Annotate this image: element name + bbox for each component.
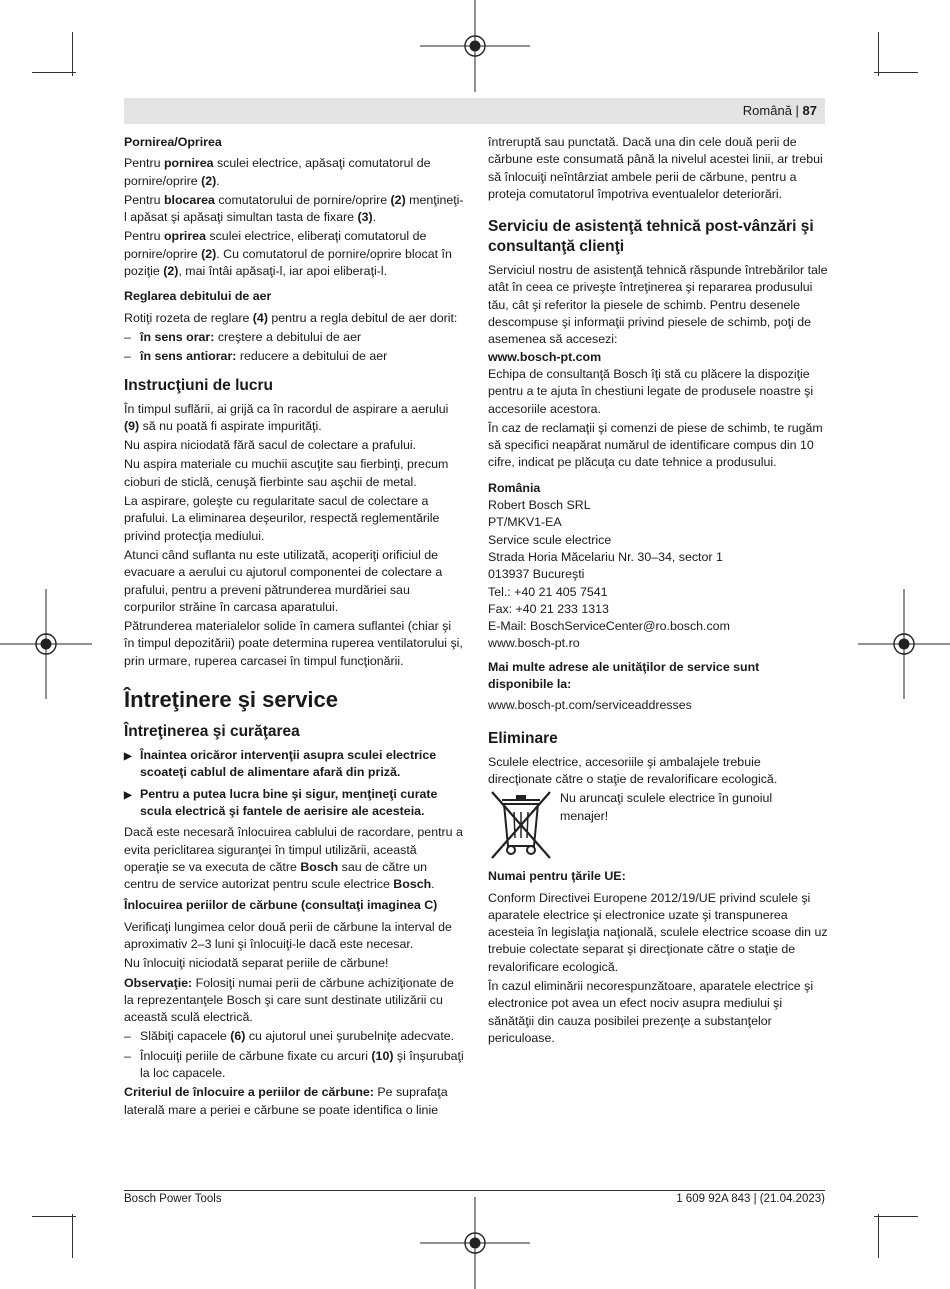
paragraph: Conform Directivei Europene 2012/19/UE privind sculele şi aparatele electrice şi electronice uzate şi transpunerea acesteia în legislaţia naţională, sculele electrice scoase din uz trebuie colectate separat şi direcţionate către o staţie de revalorificare ecologică. (488, 890, 828, 974)
paragraph: Atunci când suflanta nu este utilizată, acoperiţi orificiul de evacuare a aerului cu ajutorul componentei de colectare a prafului, pentru a preveni pătrunderea murdăriei sau corpurilor străine în carcasa aparatului. (124, 547, 443, 614)
list-item: – Înlocuiţi periile de cărbune fixate cu arcuri (10) şi înşurubaţi la loc capacele. (124, 1048, 464, 1083)
left-column (124, 134, 464, 1121)
list-item: – Slăbiţi capacele (6) cu ajutorul unei şurubelniţe adecvate. (124, 1028, 464, 1045)
crop-mark (32, 1216, 76, 1217)
registration-mark-icon (858, 589, 950, 699)
paragraph: Echipa de consultanţă Bosch îţi stă cu plăcere la dispoziţie pentru a te ajuta în chestiuni legate de produsele noastre şi accesoriile acestora. (488, 366, 814, 416)
crop-mark (874, 72, 918, 73)
crop-mark (874, 1216, 918, 1217)
paragraph: Serviciul nostru de asistenţă tehnică răspunde întrebărilor tale atât în ceea ce priveşte întreţinerea şi repararea produsului tău, cât şi referitor la piesele de schimb. Pentru desenele descompuse şi informaţii privind piesele de schimb, poţi de asemenea să accesezi: (488, 263, 828, 347)
paragraph: Criteriul de înlocuire a periilor de cărbune: Pe suprafaţa laterală mare a periei e cărbune se poate identifica o linie (124, 1085, 448, 1117)
footer-divider (124, 1190, 825, 1191)
service-addresses-link[interactable]: www.bosch-pt.com/serviceaddresses (488, 698, 692, 713)
website-link[interactable]: www.bosch-pt.ro (488, 636, 580, 651)
section-heading: Instrucţiuni de lucru (124, 376, 273, 394)
phone-line: Tel.: +40 21 405 7541 (488, 584, 608, 599)
paragraph: Nu aspira niciodată fără sacul de colectare a prafului. (124, 438, 417, 453)
page-header (124, 98, 825, 124)
crop-mark (878, 1214, 879, 1258)
paragraph: Verificaţi lungimea celor două perii de cărbune la interval de aproximativ 2–3 luni şi înlocuiţi-le dacă este necesar. (124, 919, 452, 951)
address-line: Strada Horia Măcelariu Nr. 30–34, sector 1 (488, 549, 723, 564)
section-heading: Pornirea/Oprirea (124, 135, 222, 149)
section-heading: Mai multe adrese ale unităţilor de service sunt disponibile la: (488, 659, 760, 692)
section-heading: Reglarea debitului de aer (124, 289, 272, 304)
section-heading: Serviciu de asistenţă tehnică post-vânzări şi consultanţă clienţi (488, 218, 814, 256)
header-text (743, 103, 817, 119)
paragraph: întreruptă sau punctată. Dacă una din cele două perii de cărbune este consumată până la nivelul acestei linii, ar trebui să înlocuiţi neîntârziat ambele perii de cărbune, pentru a proteja comutatorul împotriva eventualelor deteriorări. (488, 135, 823, 201)
header-separator: | (791, 103, 803, 118)
address-line: Robert Bosch SRL (488, 498, 591, 513)
paragraph: Nu înlocuiţi niciodată separat periile de cărbune! (124, 956, 389, 971)
paragraph: Sculele electrice, accesoriile şi ambalajele trebuie direcţionate către o staţie de revalorificare ecologică. (488, 754, 778, 786)
paragraph: La aspirare, goleşte cu regularitate sacul de colectare a prafului. La eliminarea deşeurilor, respectă reglementările privind protecţia mediului. (124, 494, 440, 543)
fax-line: Fax: +40 21 233 1313 (488, 601, 609, 616)
registration-mark-icon (420, 0, 530, 92)
section-heading: Întreţinerea şi curăţarea (124, 723, 300, 741)
footer-doc-id: 1 609 92A 843 | (21.04.2023) (676, 1193, 825, 1205)
paragraph: Pentru blocarea comutatorului de pornire/oprire (2) menţineţi-l apăsat şi apăsaţi simultan tasta de fixare (3). (124, 192, 464, 225)
paragraph: În cazul eliminării necorespunzătoare, aparatele electrice şi electronice pot avea un efect nociv asupra mediului şi sănătăţii din cauza posibilei prezenţe a substanţelor periculoase. (488, 978, 814, 1045)
paragraph: Rotiţi rozeta de reglare (4) pentru a regla debitul de aer dorit: (124, 310, 458, 325)
section-heading: Înlocuirea periilor de cărbune (consultaţi imaginea C) (124, 898, 438, 913)
crop-mark (32, 72, 76, 73)
crop-mark (72, 1214, 73, 1258)
list-item: – în sens antiorar: reducere a debitului de aer (124, 348, 464, 365)
right-column (488, 134, 828, 1049)
address-line: PT/MKV1-EA (488, 515, 562, 530)
header-language: Română (742, 103, 792, 118)
bin-note: Nu aruncaţi sculele electrice în gunoiul menajer! (560, 791, 773, 823)
paragraph: Pătrunderea materialelor solide în camera suflantei (chiar şi în timpul depozitării) poate determina ruperea ventilatorului şi, prin urmare, ruperea carcasei în timpul funcţionării. (124, 619, 463, 668)
paragraph: Dacă este necesară înlocuirea cablului de racordare, pentru a evita periclitarea siguranţei în timpul utilizării, această operaţie se va executa de către Bosch sau de către un centru de service autorizat pentru scule electrice Bosch. (124, 825, 463, 892)
warning-item: ▶ Pentru a putea lucra bine şi sigur, menţineţi curate scula electrică şi fantele de aerisire ale acesteia. (124, 786, 464, 821)
chapter-heading: Întreţinere şi service (124, 687, 339, 713)
crossed-out-wheelie-bin-icon (488, 790, 554, 860)
section-heading: România (488, 480, 541, 495)
paragraph: Nu aspira materiale cu muchii ascuţite sau fierbinţi, precum cioburi de sticlă, cenuşă fierbinte sau aşchii de metal. (124, 457, 449, 489)
footer-brand: Bosch Power Tools (124, 1193, 222, 1205)
paragraph: În caz de reclamaţii şi comenzi de piese de schimb, te rugăm să specifici neapărat numărul de identificare compus din 10 cifre, indicat pe plăcuţa cu date tehnice a produsului. (488, 420, 823, 470)
paragraph: Pentru pornirea sculei electrice, apăsaţi comutatorul de pornire/oprire (2). (124, 156, 431, 188)
section-heading: Eliminare (488, 729, 558, 747)
email-line[interactable]: E-Mail: BoschServiceCenter@ro.bosch.com (488, 619, 730, 634)
registration-mark-icon (420, 1197, 530, 1289)
crop-mark (72, 32, 73, 76)
paragraph: Pentru oprirea sculei electrice, eliberaţi comutatorul de pornire/oprire (2). Cu comutatorul de pornire/oprire blocat în poziţie (2), mai întâi apăsaţi-l, iar apoi eliberaţi-l. (124, 229, 452, 279)
page-number: 87 (802, 103, 817, 118)
warning-item: ▶ Înaintea oricăror intervenţii asupra sculei electrice scoateţi cablul de alimentare afară din priză. (124, 747, 464, 782)
disposal-notice (488, 790, 828, 860)
service-link[interactable]: www.bosch-pt.com (488, 349, 602, 364)
crop-mark (878, 32, 879, 76)
section-heading: Numai pentru ţările UE: (488, 869, 626, 884)
list-item: – în sens orar: creştere a debitului de aer (124, 329, 464, 346)
paragraph: În timpul suflării, ai grijă ca în racordul de aspirare a aerului (9) să nu poată fi aspirate impurităţi. (124, 401, 449, 433)
address-line: Service scule electrice (488, 532, 612, 547)
paragraph: Observaţie: Folosiţi numai perii de cărbune achiziţionate de la reprezentanţele Bosch şi care sunt destinate utilizării cu această sculă electrică. (124, 975, 454, 1025)
address-line: 013937 Bucureşti (488, 567, 585, 582)
registration-mark-icon (0, 589, 92, 699)
